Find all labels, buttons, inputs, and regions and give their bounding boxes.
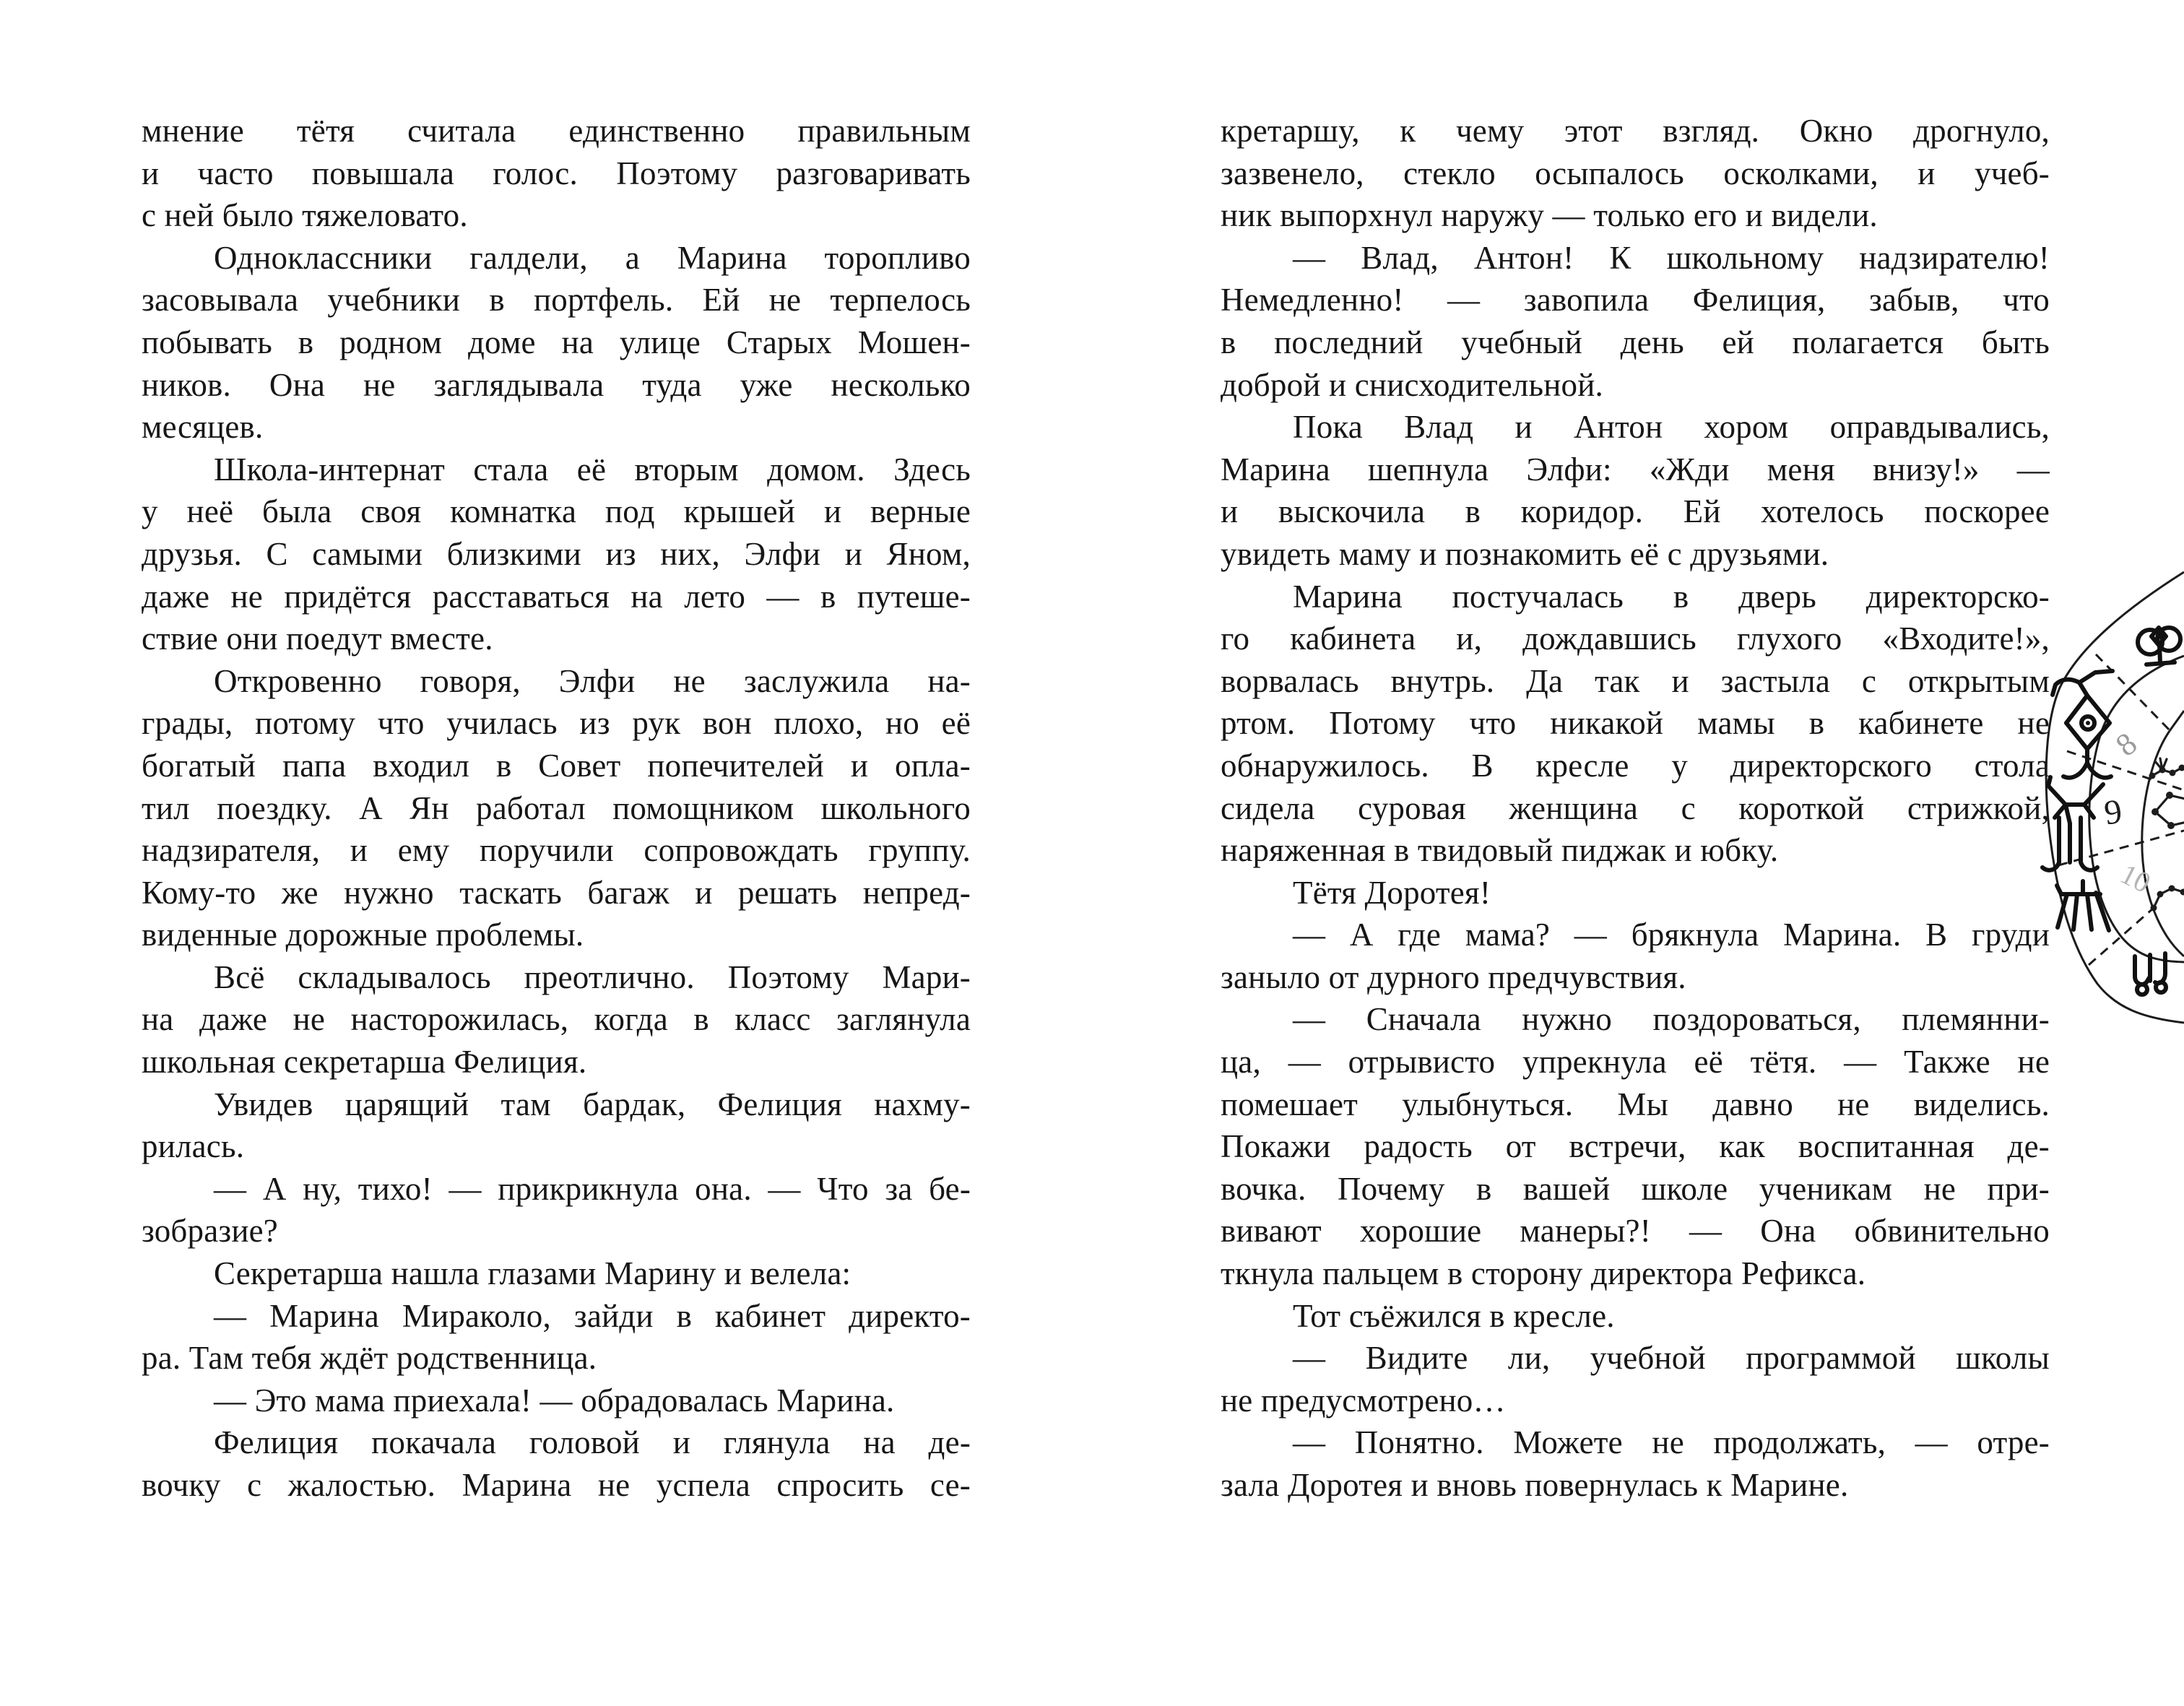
rune-glyph-gate — [2042, 777, 2103, 870]
wheel-axis-line — [2170, 711, 2184, 731]
text-line: ца, — отрывисто упрекнула её тётя. — Также не — [1221, 1044, 2050, 1081]
text-line: рилась. — [142, 1128, 245, 1165]
text-line: доброй и снисходительной. — [1221, 366, 1603, 403]
constellation-figure-arc — [2151, 886, 2184, 912]
house-number-9: 9 — [2102, 792, 2125, 833]
text-line: друзья. С самыми близкими из них, Элфи и Яном, — [142, 535, 971, 572]
text-line: наряженная в твидовый пиджак и юбку. — [1221, 832, 1779, 869]
text-line: виденные дорожные проблемы. — [142, 917, 584, 953]
text-line: не предусмотрено… — [1221, 1382, 1506, 1419]
left-page-text-column — [142, 110, 971, 1507]
rune-glyph-trident-feet — [2135, 953, 2166, 995]
cusp-line — [2058, 831, 2184, 865]
text-line: вочка. Почему в вашей школе ученикам не при- — [1221, 1170, 2050, 1207]
text-line: вочку с жалостью. Марина не успела спросить се- — [142, 1467, 971, 1503]
text-line: побывать в родном доме на улице Старых Мошен- — [142, 324, 971, 360]
wheel-cusp-lines — [2058, 654, 2184, 965]
text-line: тил поездку. А Ян работал помощником школьного — [142, 789, 971, 826]
text-line: даже не придётся расставаться на лето — в путеше- — [142, 578, 971, 615]
text-line: засовывала учебники в портфель. Ей не терпелось — [142, 282, 971, 319]
text-line: обнаружилось. В кресле у директорского стола — [1221, 747, 2050, 784]
text-line: ников. Она не заглядывала туда уже несколько — [142, 366, 971, 403]
text-line: грады, потому что училась из рук вон плохо, но её — [142, 705, 971, 742]
text-line: кретаршу, к чему этот взгляд. Окно дрогнуло, — [1221, 113, 2050, 149]
text-line: помешает улыбнуться. Мы давно не виделись. — [1221, 1086, 2050, 1122]
text-line: увидеть маму и познакомить её с друзьями. — [1221, 535, 1829, 572]
text-line: Одноклассники галдели, а Марина торопливо — [214, 239, 971, 276]
text-line: ткнула пальцем в сторону директора Рефикса. — [1221, 1255, 1866, 1292]
text-line: Всё складывалось преотлично. Поэтому Мари- — [214, 958, 971, 995]
text-line: богатый папа входил в Совет попечителей и опла- — [142, 747, 971, 784]
text-line: ворвалась внутрь. Да так и застыла с открытым — [1221, 662, 2050, 699]
house-numbers — [2102, 725, 2156, 899]
text-line: надзирателя, и ему поручили сопровождать группу. — [142, 832, 971, 869]
text-line: Увидев царящий там бардак, Фелиция нахму- — [214, 1086, 971, 1122]
text-line: у неё была своя комнатка под крышей и верные — [142, 493, 971, 530]
rune-glyph-kite — [2053, 671, 2112, 778]
text-line: с ней было тяжеловато. — [142, 197, 468, 234]
text-line: зазвенело, стекло осыпалось осколками, и учеб- — [1221, 155, 2050, 191]
text-line: ствие они поедут вместе. — [142, 620, 493, 657]
text-line: ник выпорхнул наружу — только его и видели. — [1221, 197, 1878, 234]
text-line: зала Доротея и вновь повернулась к Марине. — [1221, 1467, 1849, 1503]
text-line: — Видите ли, учебной программой школы — [1293, 1340, 2050, 1377]
cusp-line — [2096, 654, 2170, 730]
text-line: сидела суровая женщина с короткой стрижкой, — [1221, 789, 2050, 826]
text-line: Марина постучалась в дверь директорско- — [1293, 578, 2050, 615]
text-line: — Понятно. Можете не продолжать, — отре- — [1293, 1424, 2050, 1461]
wheel-rings — [2046, 572, 2184, 1023]
text-line: — Сначала нужно поздороваться, племянни- — [1293, 1001, 2050, 1038]
wheel-middle-ring — [2089, 656, 2184, 962]
text-line: — Это мама приехала! — обрадовалась Марина. — [214, 1382, 895, 1419]
house-number-10: 10 — [2115, 857, 2157, 900]
text-line: в последний учебный день ей полагается быть — [1221, 324, 2050, 360]
text-line: месяцев. — [142, 409, 264, 446]
text-line: и часто повышала голос. Поэтому разговаривать — [142, 155, 971, 191]
right-page-text-column — [1221, 110, 2050, 1507]
cusp-line — [2089, 903, 2159, 965]
text-line: — А ну, тихо! — прикрикнула она. — Что за бе- — [214, 1170, 971, 1207]
text-line: Немедленно! — завопила Фелиция, забыв, что — [1221, 282, 2050, 319]
text-line: и выскочила в коридор. Ей хотелось поскорее — [1221, 493, 2050, 530]
text-line: зобразие? — [142, 1213, 278, 1250]
constellation-figure-kite — [2152, 792, 2184, 829]
text-line: Секретарша нашла глазами Марину и велела: — [214, 1255, 852, 1292]
text-line: Покажи радость от встречи, как воспитанная де- — [1221, 1128, 2050, 1165]
house-number-8: 8 — [2109, 725, 2144, 763]
text-line: Тот съёжился в кресле. — [1293, 1297, 1615, 1334]
text-line: на даже не насторожилась, когда в класс заглянула — [142, 1001, 971, 1038]
text-line: Пока Влад и Антон хором оправдывались, — [1293, 409, 2050, 446]
text-line: мнение тётя считала единственно правильным — [142, 113, 971, 149]
text-line: — Марина Мираколо, зайди в кабинет директо- — [214, 1297, 971, 1334]
text-line: заныло от дурного предчувствия. — [1221, 958, 1686, 995]
rune-glyph-tree — [2057, 881, 2109, 930]
text-line: школьная секретарша Фелиция. — [142, 1044, 587, 1081]
text-line: Тётя Доротея! — [1293, 874, 1491, 911]
text-line: ртом. Потому что никакой мамы в кабинете не — [1221, 705, 2050, 742]
text-line: Кому-то же нужно таскать багаж и решать непред- — [142, 874, 971, 911]
text-line: Фелиция покачала головой и глянула на де- — [214, 1424, 971, 1461]
rune-glyph-heart-tree — [2138, 628, 2180, 664]
text-line: вивают хорошие манеры?! — Она обвинительно — [1221, 1213, 2050, 1250]
wheel-outer-ring — [2046, 572, 2184, 1023]
wheel-inner-ring — [2142, 731, 2184, 956]
text-line: го кабинета и, дождавшись глухого «Входите!», — [1221, 620, 2050, 657]
text-line: — А где мама? — брякнула Марина. В груди — [1293, 917, 2050, 953]
text-line: Школа-интернат стала её вторым домом. Здесь — [214, 451, 971, 488]
text-line: — Влад, Антон! К школьному надзирателю! — [1293, 239, 2050, 276]
cusp-line — [2067, 751, 2184, 790]
text-line: Откровенно говоря, Элфи не заслужила на- — [214, 662, 971, 699]
text-line: Марина шепнула Элфи: «Жди меня внизу!» — — [1221, 451, 2050, 488]
constellation-figure-bird — [2149, 758, 2184, 779]
text-line: ра. Там тебя ждёт родственница. — [142, 1340, 597, 1377]
